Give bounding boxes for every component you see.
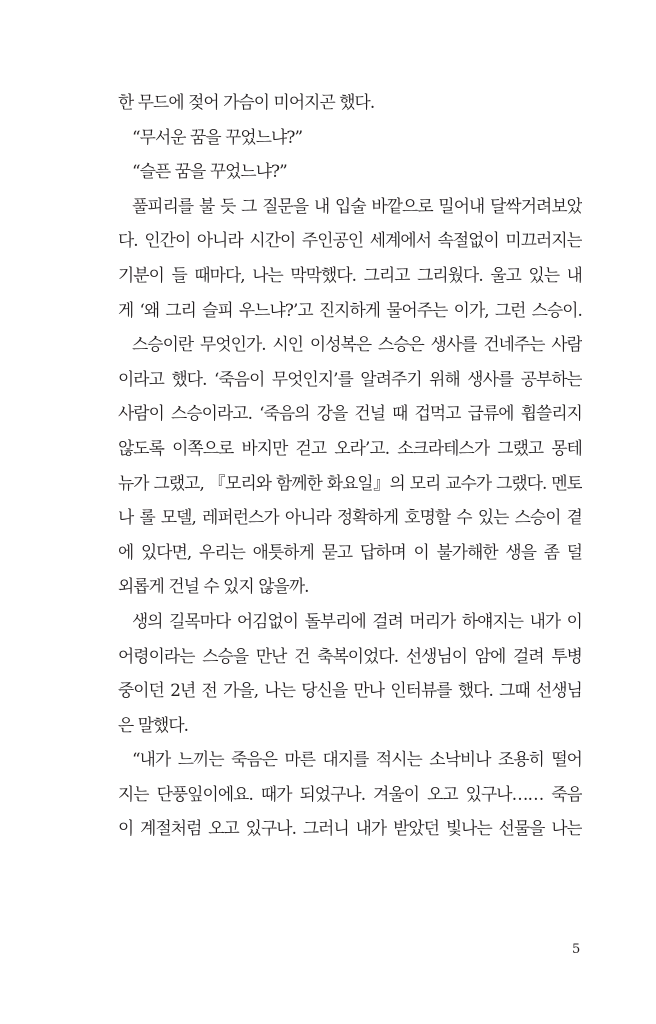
page-number: 5 (572, 942, 581, 957)
text-line: 이 계절처럼 오고 있구나. 그러니 내가 받았던 빛나는 선물을 나는 (118, 818, 582, 839)
text-line: 스승이란 무엇인가. 시인 이성복은 스승은 생사를 건네주는 사람 (132, 334, 582, 355)
text-line: “무서운 꿈을 꾸었느냐?” (132, 126, 303, 147)
text-line: 않도록 이쪽으로 바지만 걷고 오라’고. 소크라테스가 그랬고 몽테 (118, 437, 582, 458)
body-text (118, 85, 582, 846)
text-line: 기분이 들 때마다, 나는 막막했다. 그리고 그리웠다. 울고 있는 내 (118, 264, 582, 285)
text-line: 나 롤 모델, 레퍼런스가 아니라 정확하게 호명할 수 있는 스승이 곁 (118, 507, 582, 528)
text-line: 게 ‘왜 그리 슬피 우느냐?’고 진지하게 물어주는 이가, 그런 스승이. (118, 299, 582, 320)
text-line: 이라고 했다. ‘죽음이 무엇인지’를 알려주기 위해 생사를 공부하는 (118, 368, 582, 389)
text-line: “슬픈 꿈을 꾸었느냐?” (132, 161, 287, 182)
text-line: 중이던 2년 전 가을, 나는 당신을 만나 인터뷰를 했다. 그때 선생님 (118, 680, 582, 701)
text-line: 에 있다면, 우리는 애틋하게 묻고 답하며 이 불가해한 생을 좀 덜 (118, 541, 582, 562)
text-line: 생의 길목마다 어김없이 돌부리에 걸려 머리가 하얘지는 내가 이 (132, 610, 582, 631)
text-line: 어령이라는 스승을 만난 건 축복이었다. 선생님이 암에 걸려 투병 (118, 645, 582, 666)
text-line: 다. 인간이 아니라 시간이 주인공인 세계에서 속절없이 미끄러지는 (118, 230, 582, 251)
text-line: “내가 느끼는 죽음은 마른 대지를 적시는 소낙비나 조용히 떨어 (132, 749, 582, 770)
text-line: 한 무드에 젖어 가슴이 미어지곤 했다. (118, 92, 375, 112)
text-line: 뉴가 그랬고, 『모리와 함께한 화요일』의 모리 교수가 그랬다. 멘토 (118, 472, 582, 493)
text-line: 사람이 스승이라고. ‘죽음의 강을 건널 때 겁먹고 급류에 휩쓸리지 (118, 403, 582, 424)
text-line: 은 말했다. (118, 714, 189, 735)
text-line: 외롭게 건널 수 있지 않을까. (118, 576, 309, 597)
text-line: 풀피리를 불 듯 그 질문을 내 입술 바깥으로 밀어내 달싹거려보았 (132, 195, 582, 216)
text-line: 지는 단풍잎이에요. 때가 되었구나. 겨울이 오고 있구나…… 죽음 (118, 783, 582, 804)
